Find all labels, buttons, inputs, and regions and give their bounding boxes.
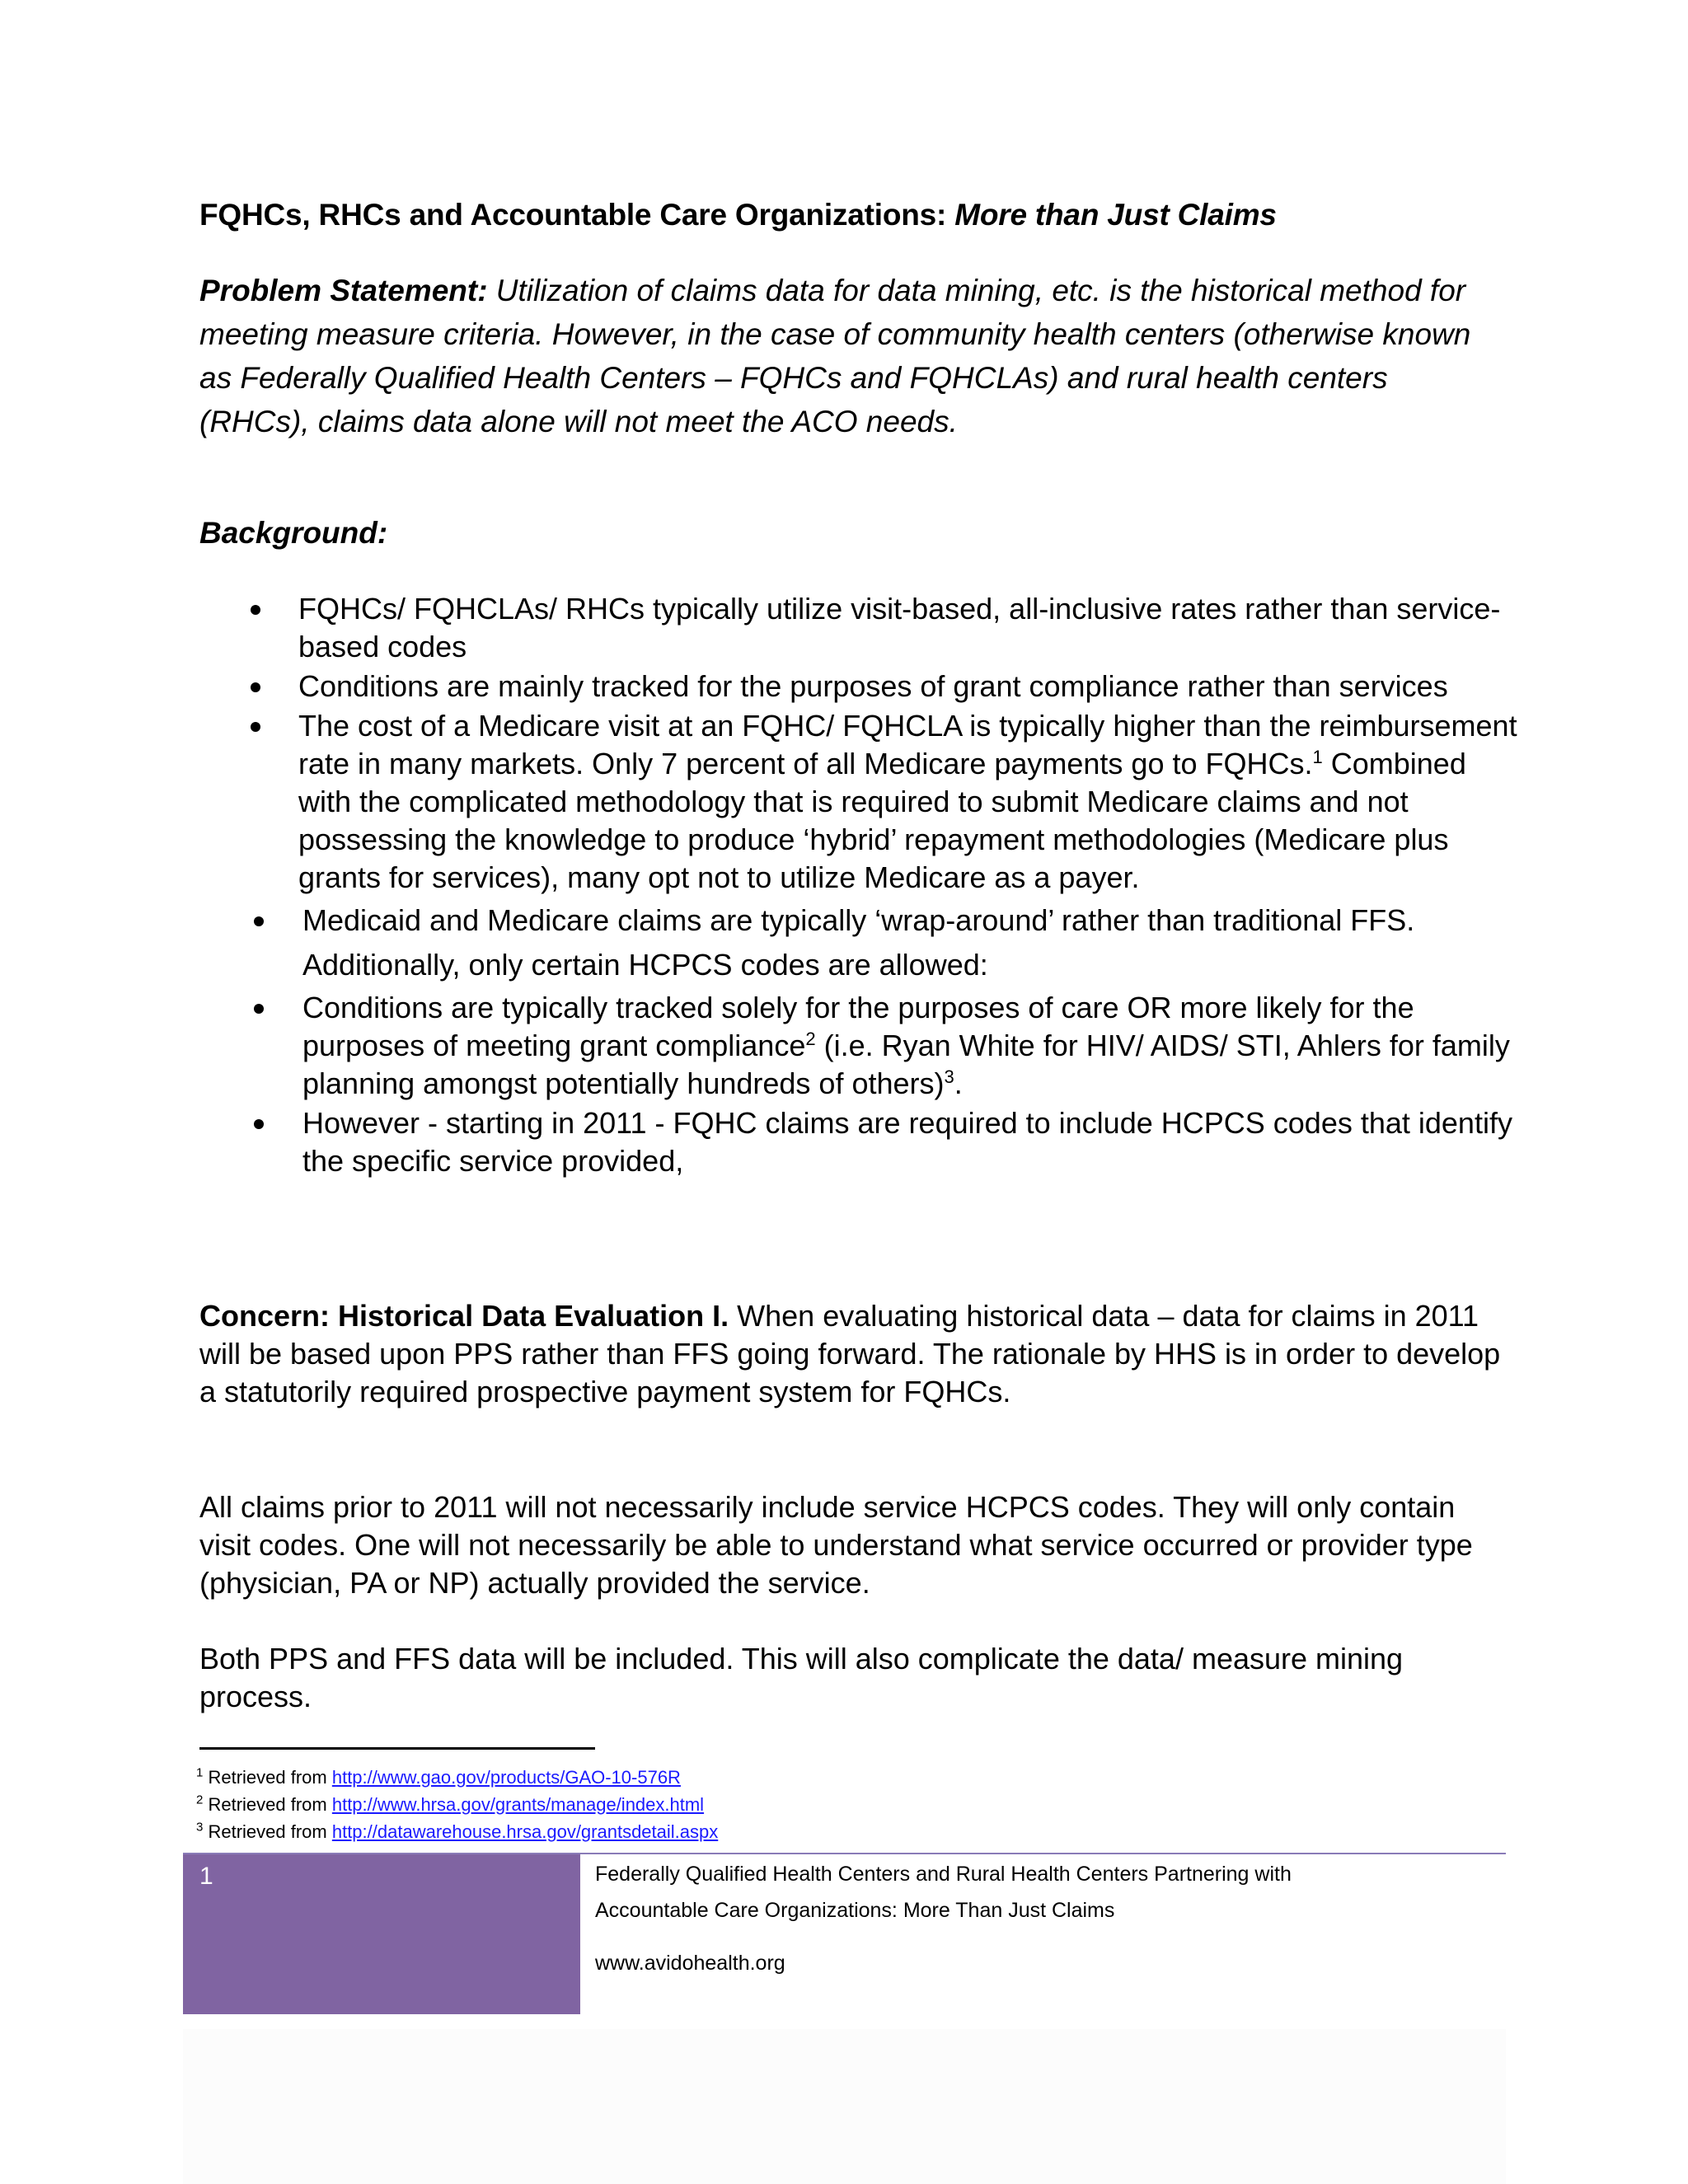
page-number: 1 bbox=[199, 1863, 213, 1890]
footnote-number: 2 bbox=[196, 1793, 204, 1807]
footer-title bbox=[595, 1856, 1292, 1929]
problem-text: Utilization of claims data for data mining, etc. is the historical method for meeting measure criteria. However, in the case of community health centers (otherwise known as Federally Qualified Health Centers – FQHCs and FQHCLAs) and rural health centers (RHCs), claims data alone will not meet the ACO needs. bbox=[199, 274, 1471, 438]
list-item-text-cont: Combined with the complicated methodology that is required to submit Medicare claims and not possessing the knowledge to produce ‘hybrid’ repayment methodologies (Medicare plus grants for services), many opt not to utilize Medicare as a payer. bbox=[298, 747, 1466, 894]
concern-label: Concern: Historical Data Evaluation I. bbox=[199, 1299, 729, 1333]
footnote-separator bbox=[199, 1747, 595, 1750]
list-item-text: Conditions are typically tracked solely for the purposes of care OR more likely for the purposes of meeting grant compliance bbox=[302, 991, 1414, 1062]
claims-paragraph: All claims prior to 2011 will not necessarily include service HCPCS codes. They will only contain visit codes. One will not necessarily be able to understand what service occurred or provider type (physician, PA or NP) actually provided the service. bbox=[199, 1490, 1473, 1600]
background-heading: Background: bbox=[199, 516, 388, 550]
footnote-ref-2[interactable]: 2 bbox=[805, 1029, 816, 1049]
footnote-3 bbox=[196, 1818, 718, 1845]
bullet-icon bbox=[254, 1119, 264, 1129]
footnote-prefix: Retrieved from bbox=[203, 1767, 332, 1788]
footnote-number: 3 bbox=[196, 1820, 204, 1835]
list-item-text: Conditions are mainly tracked for the purposes of grant compliance rather than services bbox=[298, 669, 1448, 703]
footnote-link[interactable]: http://www.hrsa.gov/grants/manage/index.html bbox=[331, 1794, 705, 1815]
list-item bbox=[199, 590, 1518, 666]
bullet-icon bbox=[254, 916, 264, 926]
bullet-icon bbox=[251, 605, 260, 615]
document-title bbox=[199, 198, 1277, 232]
concern-text: When evaluating historical data – data for claims in 2011 will be based upon PPS rather than FFS going forward. The rationale by HHS is in order to develop a statutorily required prospective payment system for FQHCs. bbox=[199, 1299, 1501, 1408]
list-item bbox=[199, 668, 1518, 705]
problem-label: Problem Statement: bbox=[199, 274, 488, 307]
list-item-text: The cost of a Medicare visit at an FQHC/ FQHCLA is typically higher than the reimbursement rate in many markets. Only 7 percent of all Medicare payments go to FQHCs. bbox=[298, 709, 1517, 780]
title-italic: More than Just Claims bbox=[954, 198, 1277, 232]
list-item bbox=[199, 707, 1518, 897]
footnote-ref-1[interactable]: 1 bbox=[1312, 747, 1323, 767]
list-item bbox=[199, 989, 1518, 1103]
footnote-prefix: Retrieved from bbox=[203, 1821, 332, 1842]
footnote-number: 1 bbox=[196, 1765, 204, 1780]
footnote-1 bbox=[196, 1764, 718, 1791]
bullet-icon bbox=[251, 722, 260, 732]
footnotes bbox=[196, 1764, 718, 1845]
footer-line-2: Accountable Care Organizations: More Than Just Claims bbox=[595, 1899, 1115, 1922]
background-list bbox=[199, 590, 1518, 1182]
list-item-text: However - starting in 2011 - FQHC claims are required to include HCPCS codes that identify the specific service provided, bbox=[302, 1106, 1512, 1178]
footnote-prefix: Retrieved from bbox=[203, 1794, 332, 1815]
problem-statement bbox=[199, 269, 1485, 443]
page-bottom-shade bbox=[183, 2029, 1506, 2184]
bullet-icon bbox=[254, 1004, 264, 1014]
bullet-icon bbox=[251, 682, 260, 692]
list-item bbox=[199, 898, 1518, 987]
title-bold: FQHCs, RHCs and Accountable Care Organizations: bbox=[199, 198, 955, 232]
footnote-2 bbox=[196, 1791, 718, 1818]
footer-line-1: Federally Qualified Health Centers and Rural Health Centers Partnering with bbox=[595, 1863, 1292, 1886]
list-item-text-end: . bbox=[954, 1066, 963, 1100]
footnote-ref-3[interactable]: 3 bbox=[944, 1066, 954, 1087]
footnote-link[interactable]: http://www.gao.gov/products/GAO-10-576R bbox=[331, 1767, 681, 1788]
footer-page-number-box bbox=[183, 1854, 580, 2014]
list-item bbox=[199, 1104, 1518, 1180]
pps-ffs-paragraph: Both PPS and FFS data will be included. This will also complicate the data/ measure mining process. bbox=[199, 1642, 1404, 1713]
list-item-text: Medicaid and Medicare claims are typically ‘wrap-around’ rather than traditional FFS. Additionally, only certain HCPCS codes are allowed: bbox=[302, 903, 1415, 982]
list-item-text: FQHCs/ FQHCLAs/ RHCs typically utilize visit-based, all-inclusive rates rather than service-based codes bbox=[298, 592, 1501, 663]
footer-website: www.avidohealth.org bbox=[595, 1952, 785, 1975]
concern-paragraph bbox=[199, 1297, 1502, 1411]
list-item-text-cont: (i.e. Ryan White for HIV/ AIDS/ STI, Ahlers for family planning amongst potentially hundreds of others) bbox=[302, 1029, 1510, 1100]
footnote-link[interactable]: http://datawarehouse.hrsa.gov/grantsdetail.aspx bbox=[331, 1821, 719, 1842]
